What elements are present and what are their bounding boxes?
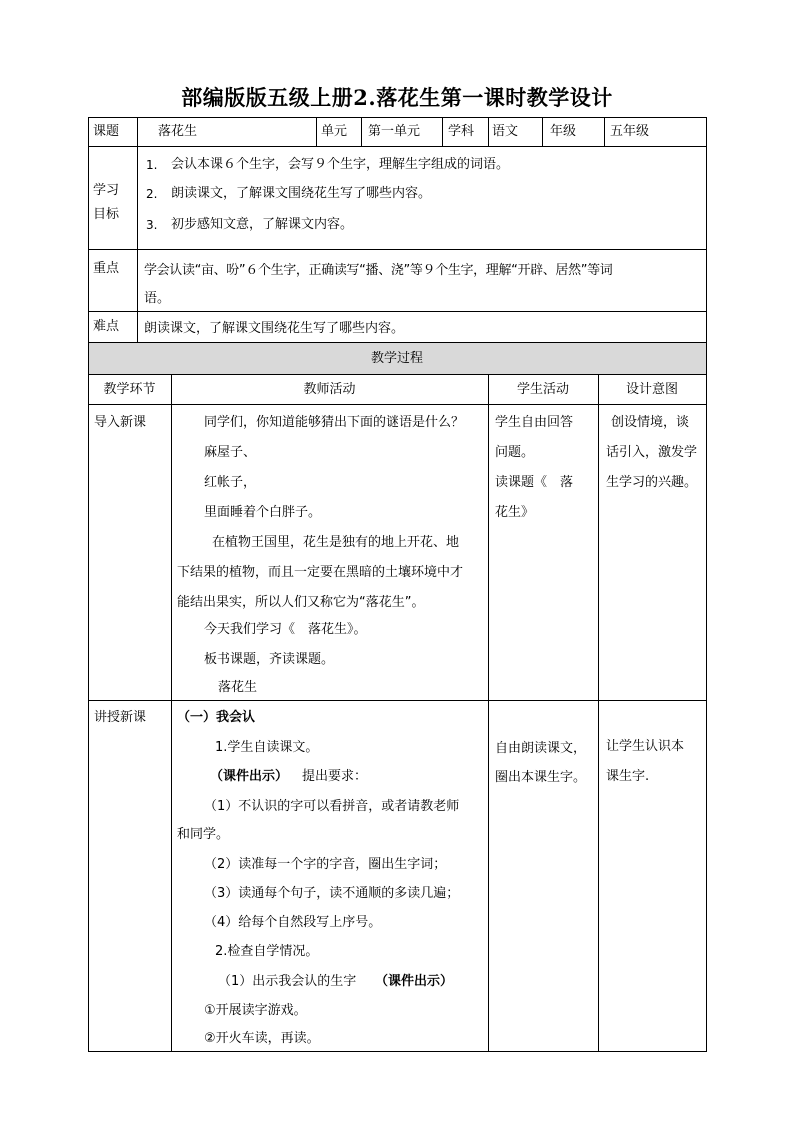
page-title: 部编版版五级上册2.落花生第一课时教学设计 bbox=[181, 85, 613, 110]
student-line: 自由朗读课文， bbox=[495, 741, 587, 756]
focus-label: 重点 bbox=[93, 261, 120, 276]
col-divider bbox=[488, 117, 489, 146]
col-divider bbox=[171, 374, 172, 1052]
teacher-line: 今天我们学习《 落花生》。 bbox=[204, 622, 367, 637]
teacher-line: 能结出果实，所以人们又称它为“落花生”。 bbox=[177, 595, 425, 610]
row-divider bbox=[88, 404, 707, 405]
row-divider bbox=[88, 374, 707, 375]
section-heading: （一）我会认 bbox=[177, 710, 256, 725]
intent-line: 话引入，激发学 bbox=[606, 445, 698, 460]
col-header-student: 学生活动 bbox=[516, 382, 569, 397]
col-divider bbox=[488, 374, 489, 1052]
teacher-line: （1）不认识的字可以看拼音，或者请教老师 bbox=[204, 799, 460, 814]
teacher-line: （2）读准每一个字的字音，圈出生字词； bbox=[204, 857, 447, 872]
focus-text-line2: 语。 bbox=[144, 291, 171, 306]
teacher-line: 红帐子， bbox=[204, 475, 257, 490]
col-divider bbox=[604, 117, 605, 146]
col-header-teacher: 教师活动 bbox=[303, 382, 356, 397]
table-border-right bbox=[706, 117, 707, 1052]
row-divider bbox=[88, 311, 707, 312]
goal-item-text: 会认本课６个生字，会写９个生字，理解生字组成的词语。 bbox=[171, 157, 510, 172]
difficulty-text: 朗读课文，了解课文围绕花生写了哪些内容。 bbox=[144, 321, 405, 336]
col-header-intent: 设计意图 bbox=[625, 382, 678, 397]
col-divider bbox=[598, 374, 599, 1052]
teacher-line: 1.学生自读课文。 bbox=[215, 740, 319, 755]
col-divider bbox=[316, 117, 317, 146]
teacher-line: ①开展读字游戏。 bbox=[204, 1003, 307, 1018]
subject-label: 学科 bbox=[448, 124, 475, 139]
focus-text-line1: 学会认读“亩、吩”６个生字，正确读写“播、浇”等９个生字，理解“开辟、居然”等词 bbox=[144, 263, 613, 278]
table-border-left bbox=[88, 117, 89, 1052]
student-line: 学生自由回答 bbox=[495, 415, 574, 430]
goal-item-number: 3. bbox=[146, 218, 158, 232]
grade-value: 五年级 bbox=[610, 124, 650, 139]
intent-line: 让学生认识本 bbox=[606, 739, 685, 754]
goal-item-number: 1. bbox=[146, 158, 158, 172]
teacher-line: 2.检查自学情况。 bbox=[215, 944, 319, 959]
goal-item-text: 初步感知文意，了解课文内容。 bbox=[171, 217, 354, 232]
intent-line: 生学习的兴趣。 bbox=[606, 475, 698, 490]
unit-label: 单元 bbox=[321, 124, 348, 139]
row-divider bbox=[88, 146, 707, 147]
col-divider bbox=[542, 117, 543, 146]
row-divider bbox=[88, 342, 707, 343]
teacher-line: （1）出示我会认的生字 bbox=[218, 974, 357, 989]
intent-line: 创设情境，谈 bbox=[611, 415, 690, 430]
courseware-tag: （课件出示） bbox=[210, 769, 289, 784]
courseware-tag: （课件出示） bbox=[375, 974, 454, 989]
table-border-bottom bbox=[88, 1051, 707, 1052]
col-divider bbox=[137, 117, 138, 342]
table-border-top bbox=[88, 117, 707, 118]
difficulty-label: 难点 bbox=[93, 319, 120, 334]
row-divider bbox=[88, 249, 707, 250]
goal-item-number: 2. bbox=[146, 187, 158, 201]
stage-intro: 导入新课 bbox=[94, 415, 147, 430]
teacher-line: 里面睡着个白胖子。 bbox=[204, 505, 322, 520]
teacher-line: 在植物王国里，花生是独有的地上开花、地 bbox=[212, 535, 460, 550]
goals-label-line2: 目标 bbox=[93, 207, 120, 222]
student-line: 花生》 bbox=[495, 505, 535, 520]
teacher-line: 提出要求： bbox=[302, 769, 368, 784]
teacher-line: 麻屋子、 bbox=[204, 445, 257, 460]
student-line: 问题。 bbox=[495, 445, 535, 460]
topic-label: 课题 bbox=[93, 124, 120, 139]
goal-item-text: 朗读课文，了解课文围绕花生写了哪些内容。 bbox=[171, 186, 432, 201]
topic-value: 落花生 bbox=[158, 124, 198, 139]
teacher-line: （3）读通每个句子，读不通顺的多读几遍； bbox=[204, 886, 460, 901]
stage-lesson: 讲授新课 bbox=[94, 710, 147, 725]
student-line: 读课题《 落 bbox=[495, 475, 574, 490]
teacher-line: 落花生 bbox=[218, 680, 258, 695]
col-divider bbox=[361, 117, 362, 146]
teacher-line: 和同学。 bbox=[177, 827, 230, 842]
unit-value: 第一单元 bbox=[368, 124, 421, 139]
teacher-line: ②开火车读，再读。 bbox=[204, 1031, 320, 1046]
student-line: 圈出本课生字。 bbox=[495, 770, 587, 785]
teacher-line: 同学们，你知道能够猜出下面的谜语是什么？ bbox=[204, 415, 465, 430]
intent-line: 课生字. bbox=[606, 769, 650, 784]
goals-label-line1: 学习 bbox=[93, 183, 120, 198]
subject-value: 语文 bbox=[492, 124, 519, 139]
col-header-stage: 教学环节 bbox=[103, 382, 156, 397]
teacher-line: （4）给每个自然段写上序号。 bbox=[204, 915, 382, 930]
process-title: 教学过程 bbox=[370, 351, 423, 366]
teacher-line: 下结果的植物，而且一定要在黑暗的土壤环境中才 bbox=[177, 565, 464, 580]
teacher-line: 板书课题，齐读课题。 bbox=[204, 652, 335, 667]
row-divider bbox=[88, 700, 707, 701]
grade-label: 年级 bbox=[550, 124, 577, 139]
col-divider bbox=[442, 117, 443, 146]
